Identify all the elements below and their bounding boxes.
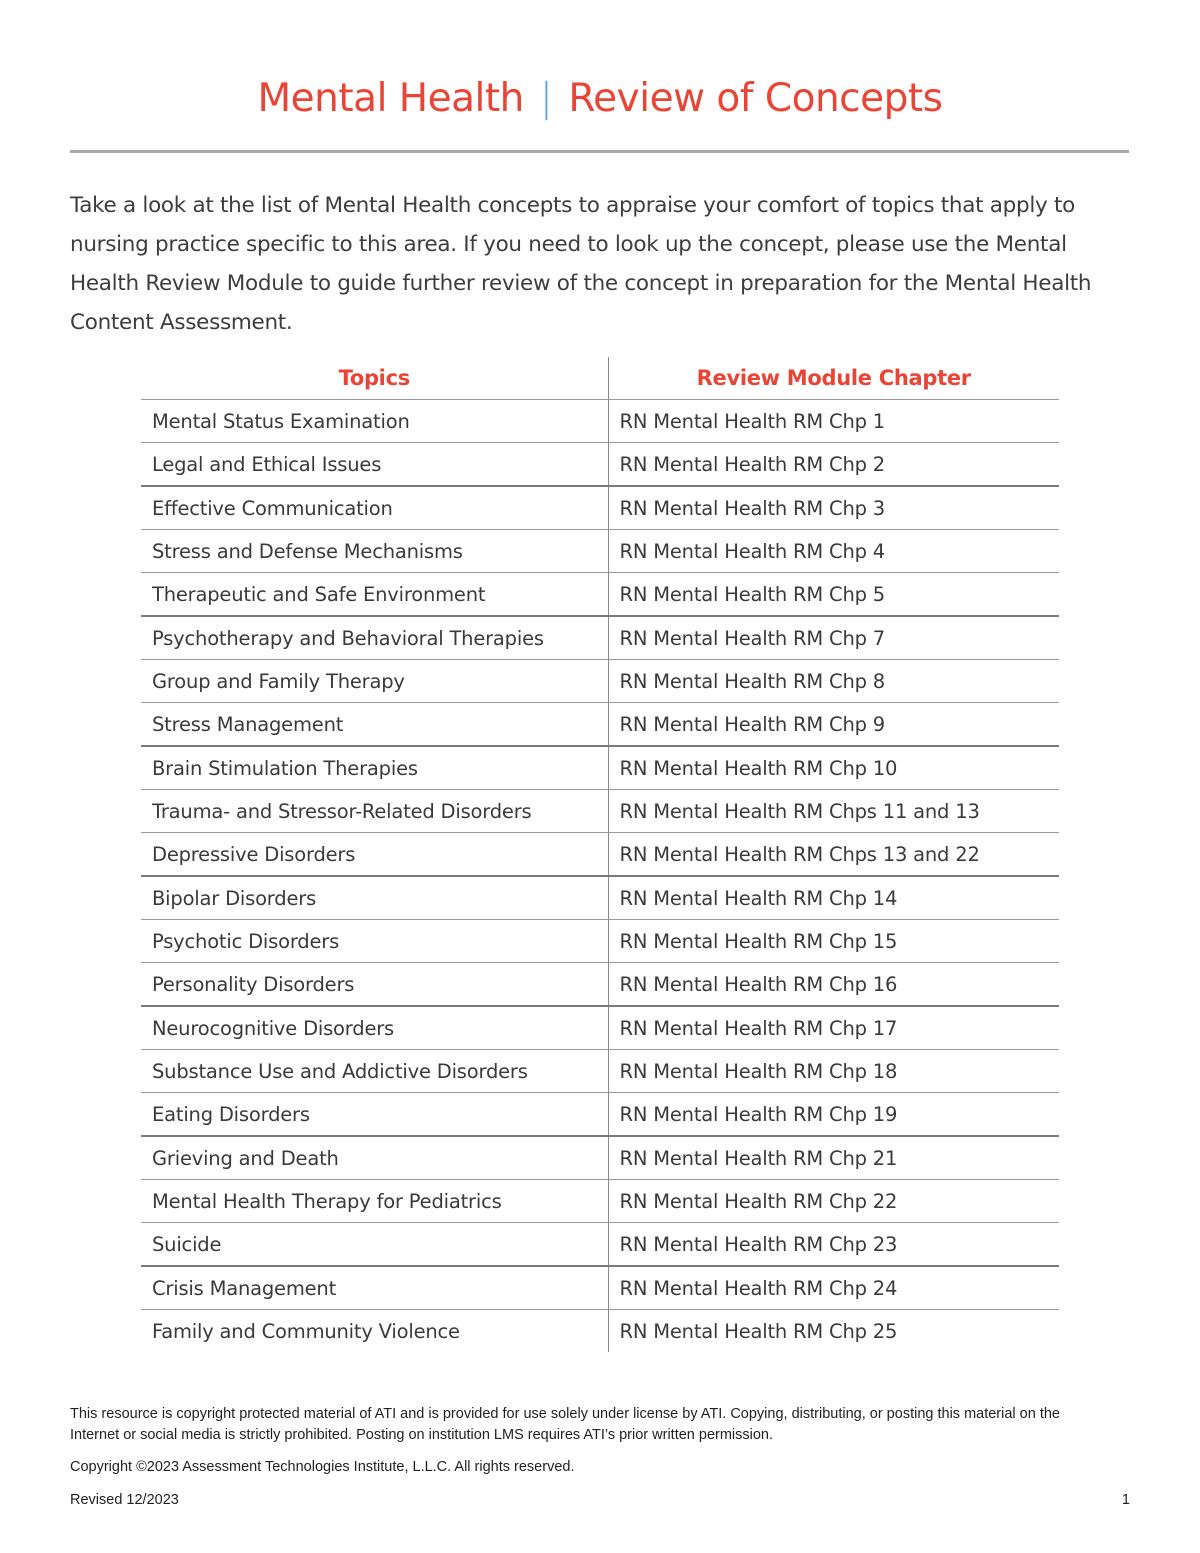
table-row xyxy=(141,400,1059,443)
chapter-cell: RN Mental Health RM Chp 8 xyxy=(608,660,1059,703)
header-topics: Topics xyxy=(141,357,608,400)
table-row xyxy=(141,1136,1059,1180)
chapter-cell: RN Mental Health RM Chp 24 xyxy=(608,1266,1059,1310)
chapter-cell: RN Mental Health RM Chp 19 xyxy=(608,1093,1059,1137)
table-row xyxy=(141,1310,1059,1353)
title-separator: | xyxy=(539,76,553,121)
chapter-cell: RN Mental Health RM Chp 15 xyxy=(608,920,1059,963)
topic-cell: Stress Management xyxy=(141,703,608,747)
topic-cell: Family and Community Violence xyxy=(141,1310,608,1353)
title-primary: Mental Health xyxy=(257,76,524,121)
topic-cell: Mental Health Therapy for Pediatrics xyxy=(141,1180,608,1223)
chapter-cell: RN Mental Health RM Chp 18 xyxy=(608,1050,1059,1093)
topic-cell: Psychotic Disorders xyxy=(141,920,608,963)
table-row xyxy=(141,616,1059,660)
table-row xyxy=(141,703,1059,747)
chapter-cell: RN Mental Health RM Chp 3 xyxy=(608,486,1059,530)
copyright-notice: This resource is copyright protected material of ATI and is provided for use solely under license by ATI. Copying, distributing, or posting this material on the Internet or social media is strictly prohibited. Posting on institution LMS requires ATI’s prior written permission. xyxy=(70,1406,1060,1443)
chapter-cell: RN Mental Health RM Chp 5 xyxy=(608,573,1059,617)
table-row xyxy=(141,746,1059,790)
chapter-cell: RN Mental Health RM Chp 23 xyxy=(608,1223,1059,1267)
table-row xyxy=(141,790,1059,833)
topic-cell: Substance Use and Addictive Disorders xyxy=(141,1050,608,1093)
table-row xyxy=(141,963,1059,1007)
chapter-cell: RN Mental Health RM Chps 13 and 22 xyxy=(608,833,1059,877)
topic-cell: Therapeutic and Safe Environment xyxy=(141,573,608,617)
table-row xyxy=(141,1180,1059,1223)
intro-paragraph: Take a look at the list of Mental Health concepts to appraise your comfort of topics that apply to nursing practice specific to this area. If you need to look up the concept, please use the Mental Health Review Module to guide further review of the concept in preparation for the Mental Health Content Assessment. xyxy=(70,193,1092,335)
chapter-cell: RN Mental Health RM Chp 16 xyxy=(608,963,1059,1007)
topic-cell: Trauma- and Stressor-Related Disorders xyxy=(141,790,608,833)
title-divider xyxy=(70,150,1129,153)
table-row xyxy=(141,920,1059,963)
topic-cell: Bipolar Disorders xyxy=(141,876,608,920)
chapter-cell: RN Mental Health RM Chp 7 xyxy=(608,616,1059,660)
chapter-cell: RN Mental Health RM Chp 9 xyxy=(608,703,1059,747)
topic-cell: Personality Disorders xyxy=(141,963,608,1007)
topic-cell: Suicide xyxy=(141,1223,608,1267)
table-row xyxy=(141,1266,1059,1310)
chapter-cell: RN Mental Health RM Chp 25 xyxy=(608,1310,1059,1353)
table-row xyxy=(141,660,1059,703)
table-row xyxy=(141,1050,1059,1093)
chapter-cell: RN Mental Health RM Chp 2 xyxy=(608,443,1059,487)
revision-date: Revised 12/2023 xyxy=(70,1492,179,1508)
table-row xyxy=(141,573,1059,617)
table-row xyxy=(141,530,1059,573)
table-row xyxy=(141,1223,1059,1267)
table-row xyxy=(141,486,1059,530)
page-title xyxy=(0,76,1200,121)
topic-cell: Brain Stimulation Therapies xyxy=(141,746,608,790)
table-row xyxy=(141,1006,1059,1050)
chapter-cell: RN Mental Health RM Chp 22 xyxy=(608,1180,1059,1223)
topic-cell: Crisis Management xyxy=(141,1266,608,1310)
topic-cell: Effective Communication xyxy=(141,486,608,530)
page-number: 1 xyxy=(1121,1492,1130,1508)
topic-cell: Eating Disorders xyxy=(141,1093,608,1137)
topics-table xyxy=(141,357,1059,1352)
header-review-module-chapter: Review Module Chapter xyxy=(696,366,971,390)
topic-cell: Psychotherapy and Behavioral Therapies xyxy=(141,616,608,660)
topic-cell: Group and Family Therapy xyxy=(141,660,608,703)
chapter-cell: RN Mental Health RM Chp 17 xyxy=(608,1006,1059,1050)
topic-cell: Neurocognitive Disorders xyxy=(141,1006,608,1050)
copyright-line: Copyright ©2023 Assessment Technologies Institute, L.L.C. All rights reserved. xyxy=(70,1459,575,1475)
table-row xyxy=(141,876,1059,920)
chapter-cell: RN Mental Health RM Chp 4 xyxy=(608,530,1059,573)
table-row xyxy=(141,833,1059,877)
topic-cell: Legal and Ethical Issues xyxy=(141,443,608,487)
title-secondary: Review of Concepts xyxy=(568,76,943,121)
table-row xyxy=(141,1093,1059,1137)
table-body xyxy=(141,400,1059,1353)
chapter-cell: RN Mental Health RM Chp 1 xyxy=(608,400,1059,443)
topic-cell: Grieving and Death xyxy=(141,1136,608,1180)
chapter-cell: RN Mental Health RM Chps 11 and 13 xyxy=(608,790,1059,833)
topic-cell: Stress and Defense Mechanisms xyxy=(141,530,608,573)
chapter-cell: RN Mental Health RM Chp 21 xyxy=(608,1136,1059,1180)
topic-cell: Depressive Disorders xyxy=(141,833,608,877)
table-row xyxy=(141,443,1059,487)
topic-cell: Mental Status Examination xyxy=(141,400,608,443)
chapter-cell: RN Mental Health RM Chp 14 xyxy=(608,876,1059,920)
table-header-row xyxy=(141,357,1059,400)
chapter-cell: RN Mental Health RM Chp 10 xyxy=(608,746,1059,790)
